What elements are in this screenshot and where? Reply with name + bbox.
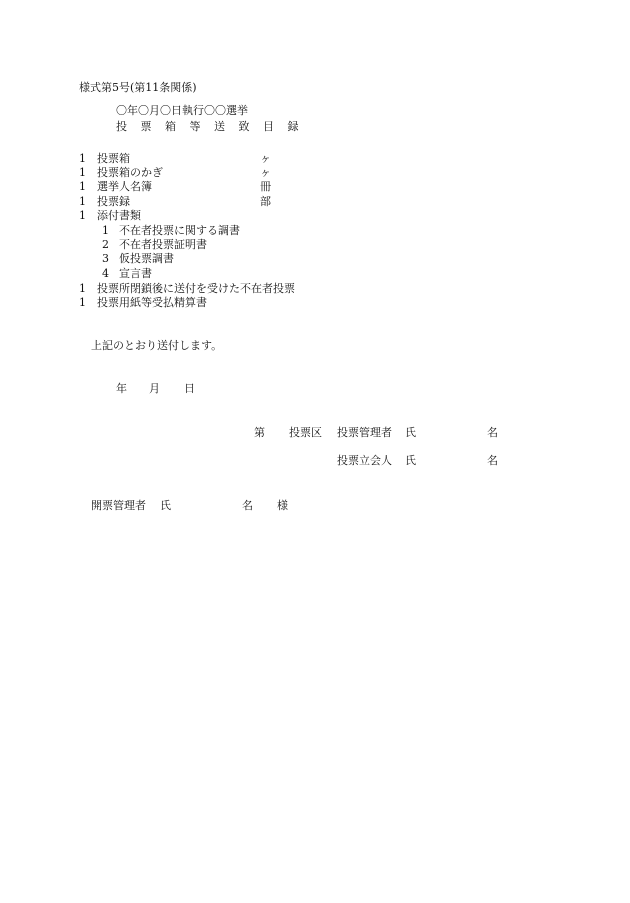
- form-number: 様式第5号(第11条関係): [79, 81, 197, 94]
- list-item-label: 投票用紙等受払精算書: [97, 296, 207, 309]
- witness-name-shi: 氏: [405, 454, 416, 467]
- list-item-label: 投票録: [97, 195, 130, 208]
- list-item-number: 1: [79, 195, 86, 208]
- date-month: 月: [149, 382, 160, 395]
- witness-name-mei: 名: [487, 454, 498, 467]
- document-title: 投 票 箱 等 送 致 目 録: [116, 120, 304, 133]
- statement-text: 上記のとおり送付します。: [91, 339, 223, 352]
- manager-name-mei: 名: [487, 426, 498, 439]
- manager-title: 投票管理者: [337, 426, 392, 439]
- list-item-number: 1: [79, 166, 86, 179]
- list-item-unit: 冊: [260, 180, 271, 193]
- attachment-label: 宣言書: [119, 267, 152, 280]
- attachment-number: 2: [102, 238, 109, 251]
- addressee-sama: 様: [277, 499, 288, 512]
- list-item-number: 1: [79, 180, 86, 193]
- attachment-number: 3: [102, 252, 109, 265]
- attachment-label: 不在者投票証明書: [119, 238, 207, 251]
- attachment-label: 不在者投票に関する調書: [119, 224, 240, 237]
- attachment-number: 1: [102, 224, 109, 237]
- district-prefix: 第: [254, 426, 265, 439]
- list-item-number: 1: [79, 152, 86, 165]
- list-item-label: 投票箱のかぎ: [97, 166, 163, 179]
- addressee-mei: 名: [242, 499, 253, 512]
- list-item-unit: ヶ: [260, 166, 271, 179]
- addressee-shi: 氏: [160, 499, 171, 512]
- date-day: 日: [184, 382, 195, 395]
- attachment-label: 仮投票調書: [119, 252, 174, 265]
- list-item-number: 1: [79, 296, 86, 309]
- list-item-label: 添付書類: [97, 209, 141, 222]
- district-label: 投票区: [289, 426, 322, 439]
- election-line: 〇年〇月〇日執行〇〇選挙: [116, 104, 248, 117]
- list-item-label: 投票所閉鎖後に送付を受けた不在者投票: [97, 282, 295, 295]
- list-item-number: 1: [79, 282, 86, 295]
- attachment-number: 4: [102, 267, 109, 280]
- list-item-unit: 部: [260, 195, 271, 208]
- list-item-number: 1: [79, 209, 86, 222]
- list-item-label: 選挙人名簿: [97, 180, 152, 193]
- manager-name-shi: 氏: [405, 426, 416, 439]
- witness-title: 投票立会人: [337, 454, 392, 467]
- list-item-label: 投票箱: [97, 152, 130, 165]
- addressee-title: 開票管理者: [91, 499, 146, 512]
- date-year: 年: [116, 382, 127, 395]
- list-item-unit: ヶ: [260, 152, 271, 165]
